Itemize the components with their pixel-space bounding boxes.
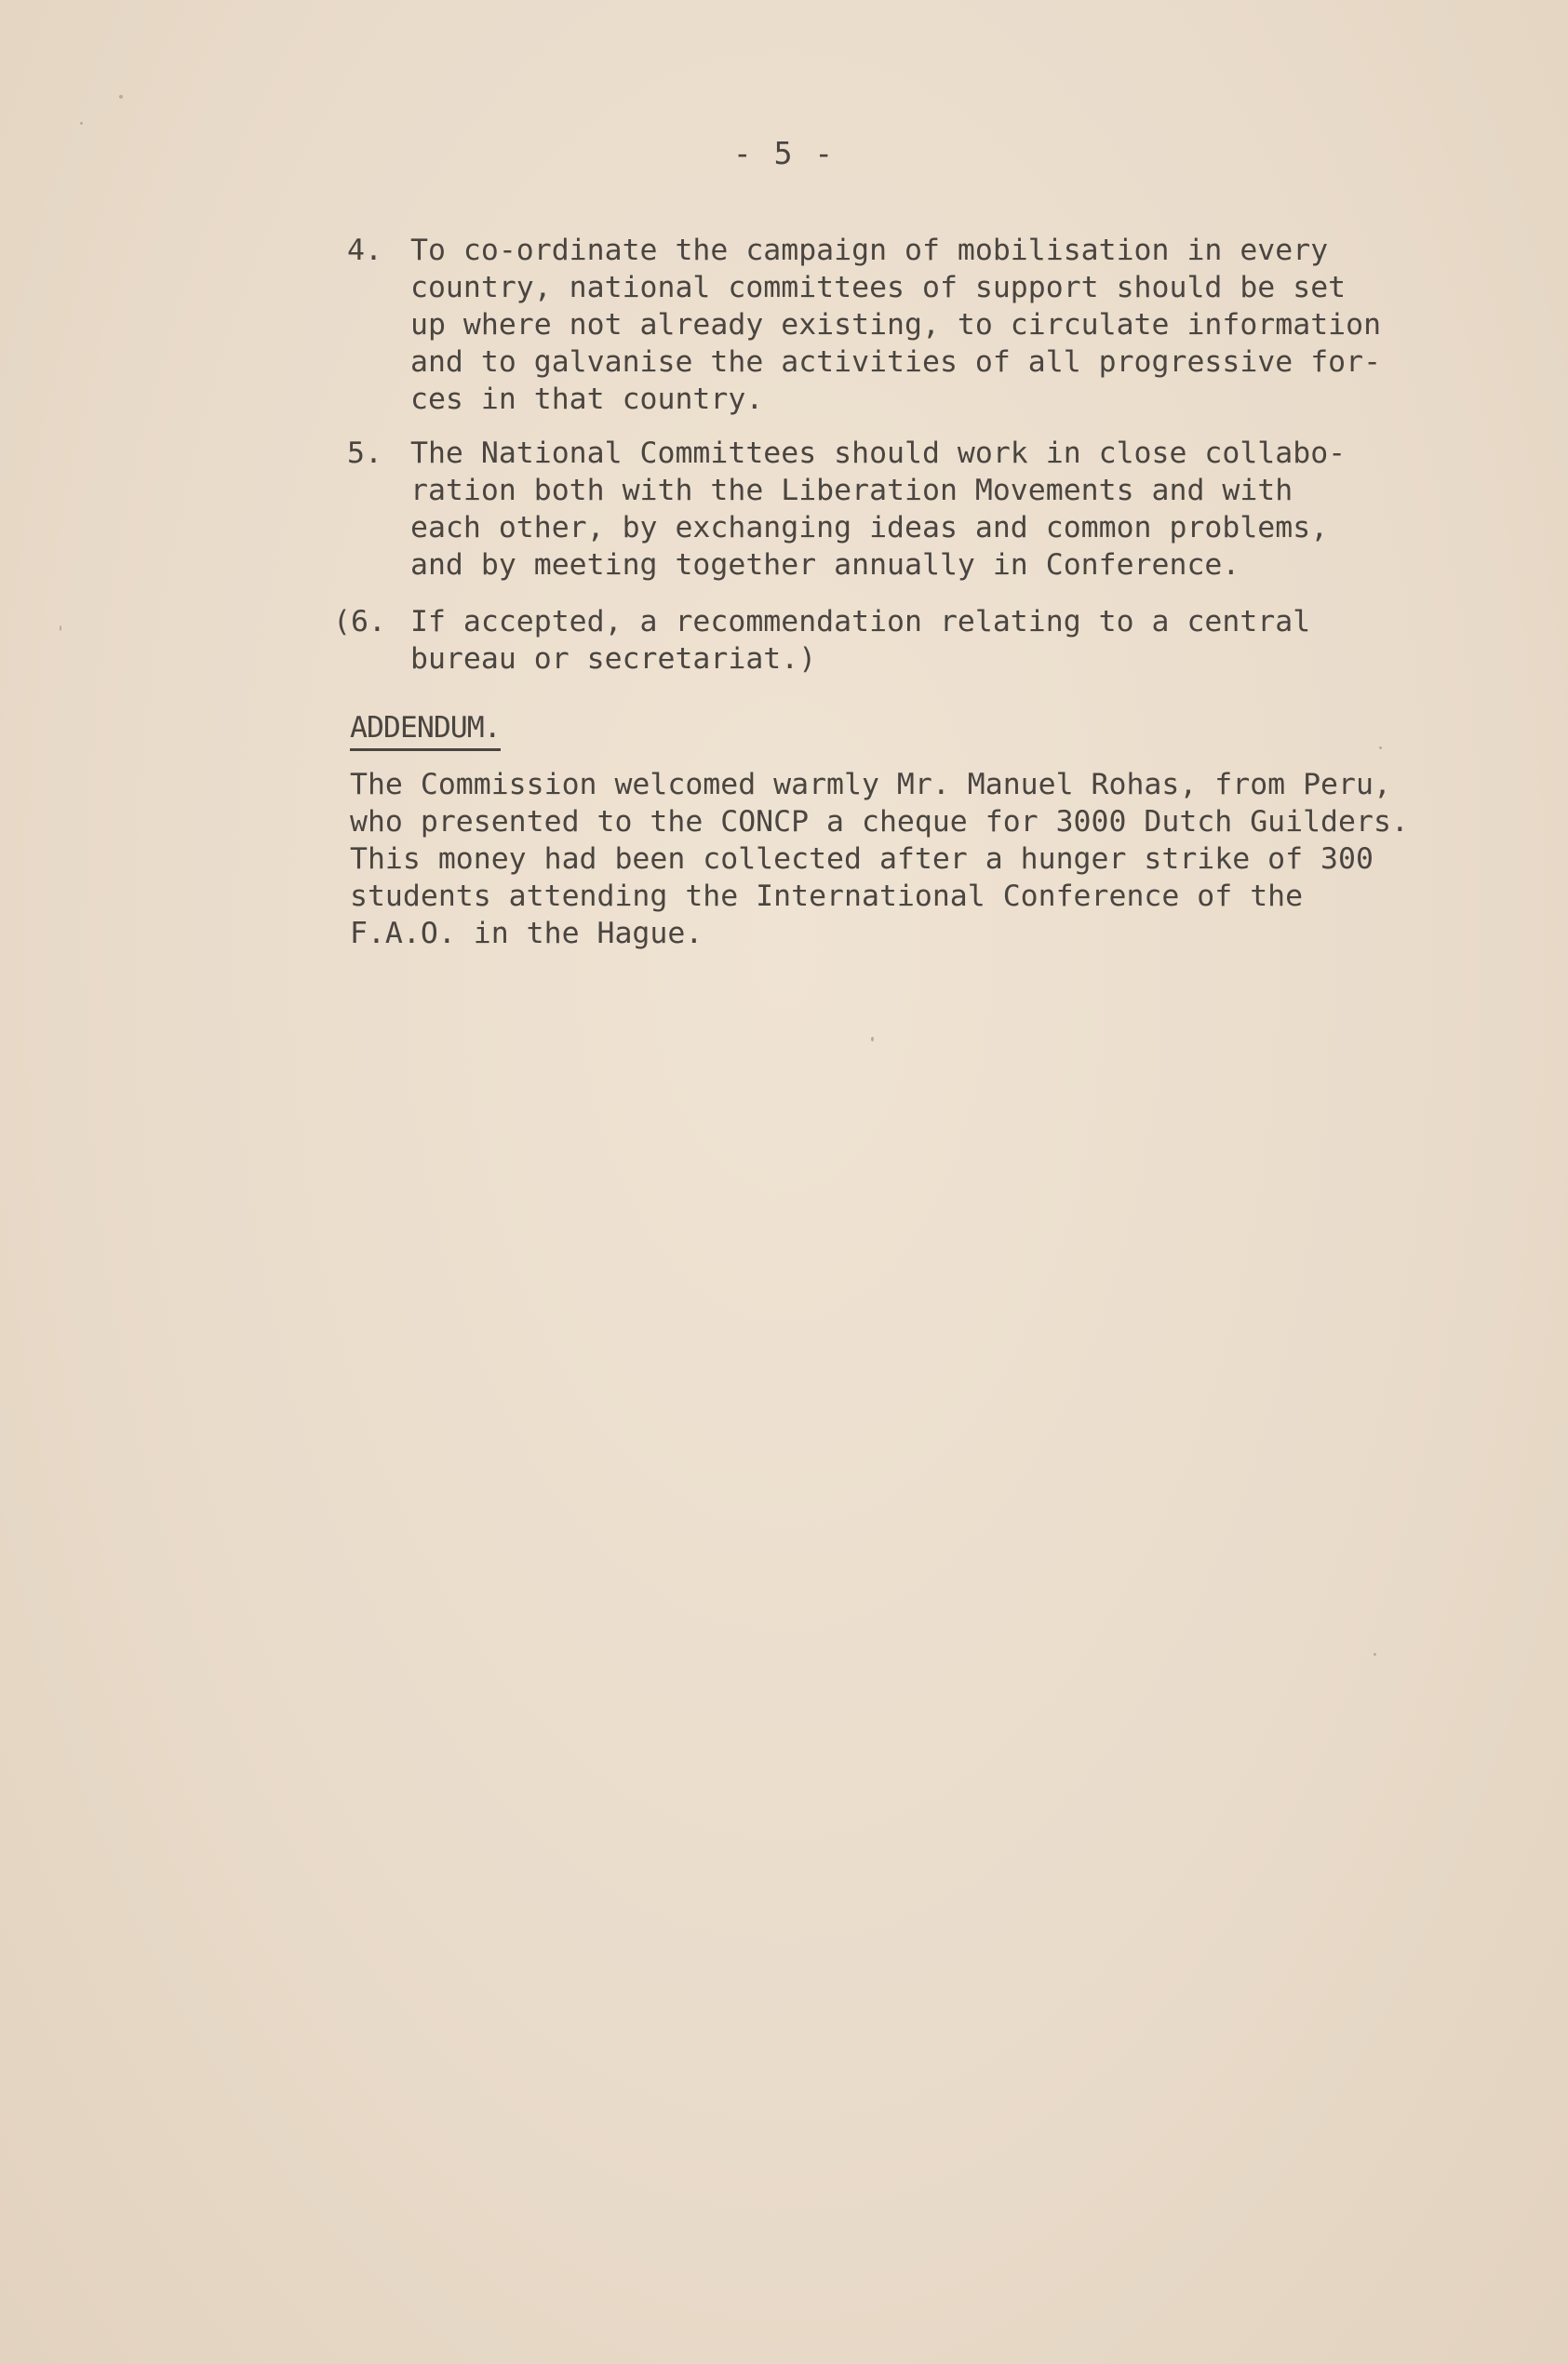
paper-speck [80,122,83,125]
list-item [333,603,1496,678]
paper-speck [1379,746,1382,749]
paragraph-line: The Commission welcomed warmly Mr. Manuel Rohas, from Peru, [350,768,1391,801]
paper-speck [119,95,123,99]
list-item [347,232,1510,418]
list-item-line: bureau or secretariat.) [410,642,817,676]
list-item-line: ration both with the Liberation Movements and with [410,474,1293,507]
paragraph-line: F.A.O. in the Hague. [350,917,704,950]
paragraph-line: students attending the International Conference of the [350,880,1304,913]
paragraph-line: who presented to the CONCP a cheque for 3000 Dutch Guilders. [350,805,1409,839]
addendum-paragraph [350,766,1550,952]
list-item-line: and to galvanise the activities of all progressive for- [410,345,1382,379]
list-item-number: (6. [333,605,386,638]
list-item [347,435,1510,584]
addendum-heading: ADDENDUM. [350,709,501,751]
list-item-line: country, national committees of support should be set [410,271,1347,304]
list-item-number: 5. [347,437,382,470]
list-item-line: ces in that country. [410,383,764,416]
paper-speck [60,625,61,631]
list-item-line: and by meeting together annually in Conference. [410,548,1240,582]
list-item-line: If accepted, a recommendation relating to a central [410,605,1311,638]
paper-speck [1374,1653,1376,1656]
list-item-line: each other, by exchanging ideas and common problems, [410,511,1329,544]
list-item-line: up where not already existing, to circulate information [410,308,1382,342]
list-item-line: To co-ordinate the campaign of mobilisation in every [410,234,1329,267]
paper-speck [871,1037,874,1041]
paragraph-line: This money had been collected after a hunger strike of 300 [350,842,1374,876]
page-number: - 5 - [732,135,836,171]
list-item-line: The National Committees should work in close collabo- [410,437,1347,470]
list-item-number: 4. [347,234,382,267]
